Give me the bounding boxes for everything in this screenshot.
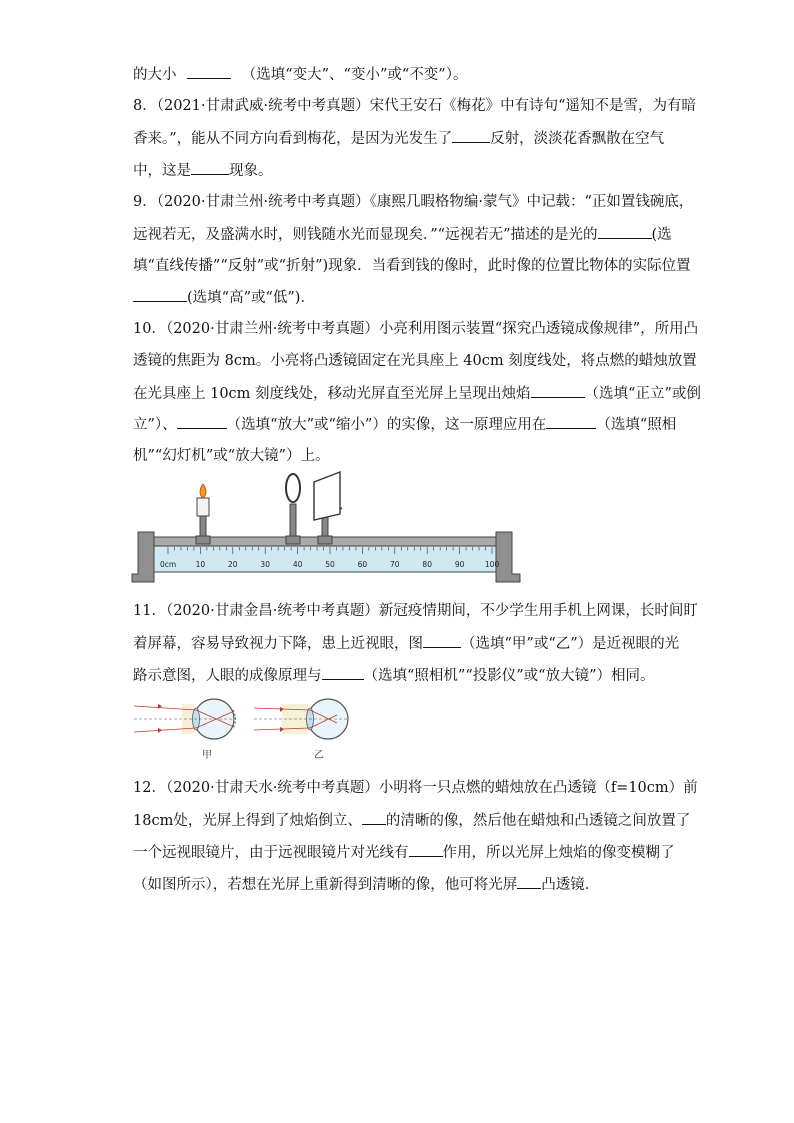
q9-text-3: (选填“高”或“低”)． bbox=[187, 290, 315, 306]
q11-line-3 bbox=[133, 665, 654, 686]
q10-text-5: （选填“照相 bbox=[596, 417, 677, 433]
eye-yi bbox=[254, 699, 348, 739]
scale-tick-label: 100 bbox=[484, 560, 500, 569]
q10-line-1: 10．（2020·甘肃兰州·统考中考真题）小亮利用图示装置“探究凸透镜成像规律”，所用凸 bbox=[133, 321, 699, 337]
q8-text: 香来。”，能从不同方向看到梅花，是因为光发生了 bbox=[133, 131, 453, 147]
figure-label-jia: 甲 bbox=[202, 750, 212, 761]
scale-tick-label: 10 bbox=[195, 560, 206, 569]
q7-blank[interactable] bbox=[187, 64, 231, 79]
q10-blank-3[interactable] bbox=[546, 414, 596, 429]
q11-blank-2[interactable] bbox=[322, 665, 364, 680]
q10-line-4 bbox=[133, 414, 676, 435]
q12-text: 18cm处，光屏上得到了烛焰倒立、 bbox=[133, 813, 362, 829]
q10-line-2: 透镜的焦距为 8cm。小亮将凸透镜固定在光具座上 40cm 刻度线处，将点燃的蜡烛放置 bbox=[133, 353, 697, 369]
scale-tick-label: 40 bbox=[292, 560, 303, 569]
left-support bbox=[132, 532, 154, 582]
q10-text: 在光具座上 10cm 刻度线处，移动光屏直至光屏上呈现出烛焰 bbox=[133, 386, 531, 402]
q10-text-3: 立”）、 bbox=[133, 417, 177, 433]
q11-text-3: 路示意图，人眼的成像原理与 bbox=[133, 668, 322, 684]
q8-line-1: 8．（2021·甘肃武威·统考中考真题）宋代王安石《梅花》中有诗句“遥知不是雪，为有暗 bbox=[133, 98, 697, 114]
q9-line-3: 填“直线传播”“反射”或“折射”)现象．当看到钱的像时，此时像的位置比物体的实际位置 bbox=[133, 258, 691, 274]
q12-blank-1[interactable] bbox=[362, 810, 386, 825]
q8-text-3: 中，这是 bbox=[133, 163, 191, 179]
q11-text-4: （选填“照相机”“投影仪”或“放大镜”）相同。 bbox=[363, 668, 655, 684]
q9-blank-2[interactable] bbox=[133, 287, 187, 302]
q9-text-2: (选 bbox=[651, 227, 672, 243]
eye-jia bbox=[134, 699, 236, 739]
q9-line-2 bbox=[133, 224, 672, 245]
light-screen bbox=[314, 472, 342, 544]
q12-line-2 bbox=[133, 810, 690, 831]
q7-line bbox=[133, 64, 467, 85]
q9-text: 远视若无，及盛满水时，则钱随水光而显现矣．”“远视若无”描述的是光的 bbox=[133, 227, 598, 243]
q11-line-2 bbox=[133, 633, 679, 654]
q10-line-5: 机”“幻灯机”或“放大镜”）上。 bbox=[133, 448, 330, 464]
optical-bench-figure bbox=[128, 470, 528, 590]
q12-line-3 bbox=[133, 842, 675, 863]
q10-text-2: （选填“正立”或倒 bbox=[584, 386, 701, 402]
candle bbox=[196, 484, 210, 544]
scale-tick-label: 20 bbox=[228, 560, 238, 569]
scale-tick-label: 80 bbox=[422, 560, 432, 569]
scale-tick-label: 0cm bbox=[160, 560, 177, 569]
q11-line-1: 11．（2020·甘肃金昌·统考中考真题）新冠疫情期间，不少学生用手机上网课，长时间盯 bbox=[133, 603, 698, 619]
scale-tick-label: 60 bbox=[357, 560, 368, 569]
q12-text-5: （如图所示），若想在光屏上重新得到清晰的像，他可将光屏 bbox=[133, 877, 518, 893]
q12-text-4: 作用，所以光屏上烛焰的像变模糊了 bbox=[442, 845, 675, 861]
q10-blank-1[interactable] bbox=[531, 383, 585, 398]
q9-line-4 bbox=[133, 287, 315, 308]
q7-text-2: （选填“变大”、“变小”或“不变”）。 bbox=[241, 67, 468, 83]
eye-diagrams-figure bbox=[132, 690, 362, 762]
q7-text: 的大小 bbox=[133, 67, 177, 83]
q8-blank-2[interactable] bbox=[191, 160, 229, 175]
q10-text-4: （选填“放大”或“缩小”）的实像，这一原理应用在 bbox=[226, 417, 547, 433]
q10-line-3 bbox=[133, 383, 701, 404]
q12-line-1: 12．（2020·甘肃天水·统考中考真题）小明将一只点燃的蜡烛放在凸透镜（f=10cm）前 bbox=[133, 780, 698, 796]
q12-blank-2[interactable] bbox=[409, 842, 443, 857]
figure-label-yi: 乙 bbox=[314, 750, 324, 761]
q9-blank-1[interactable] bbox=[598, 224, 652, 239]
q12-text-3: 一个远视眼镜片，由于远视眼镜片对光线有 bbox=[133, 845, 409, 861]
q8-blank-1[interactable] bbox=[452, 128, 490, 143]
q11-text-2: （选填“甲”或“乙”）是近视眼的光 bbox=[461, 636, 680, 652]
q11-text: 着屏幕，容易导致视力下降，患上近视眼，图 bbox=[133, 636, 423, 652]
q12-line-4 bbox=[133, 874, 599, 895]
q8-line-3 bbox=[133, 160, 273, 181]
q10-blank-2[interactable] bbox=[177, 414, 227, 429]
q8-text-4: 现象。 bbox=[229, 163, 273, 179]
convex-lens bbox=[286, 474, 300, 544]
right-support bbox=[496, 532, 520, 582]
q9-line-1: 9．（2020·甘肃兰州·统考中考真题）《康熙几暇格物编·蒙气》中记载：“正如置钱碗底， bbox=[133, 194, 694, 210]
scale-tick-label: 90 bbox=[454, 560, 465, 569]
scale-tick-label: 70 bbox=[390, 560, 400, 569]
scale-tick-label: 50 bbox=[325, 560, 335, 569]
q12-text-6: 凸透镜． bbox=[541, 877, 600, 893]
q11-blank-1[interactable] bbox=[423, 633, 461, 648]
q12-blank-3[interactable] bbox=[517, 874, 541, 889]
q8-text-2: 反射，淡淡花香飘散在空气 bbox=[490, 131, 665, 147]
q8-line-2 bbox=[133, 128, 664, 149]
scale-tick-label: 30 bbox=[260, 560, 270, 569]
q12-text-2: 的清晰的像，然后他在蜡烛和凸透镜之间放置了 bbox=[385, 813, 691, 829]
